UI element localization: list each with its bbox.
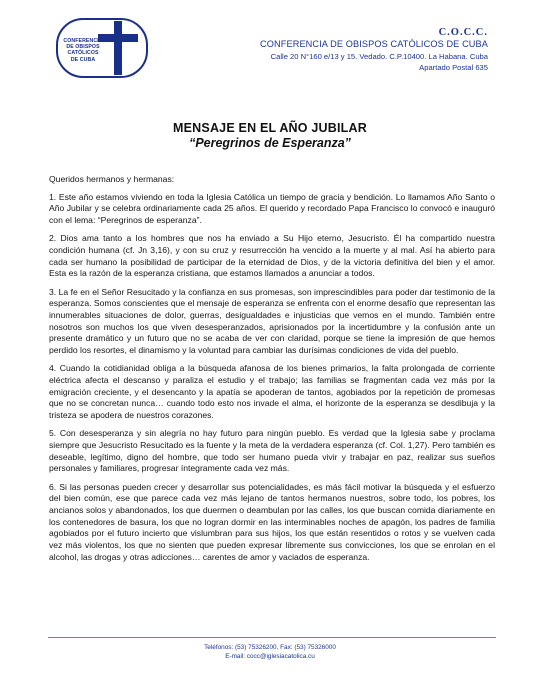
letter-body [49,174,495,570]
greeting: Queridos hermanos y hermanas: [49,174,175,184]
footer-email[interactable]: E-mail: cocc@iglesiacatolica.cu [225,653,315,660]
cocc-logo [56,18,148,78]
paragraph: 5. Con desesperanza y sin alegría no hay futuro para ningún pueblo. Es verdad que la Iglesia sabe y proclama siempre que Jesucristo Resucitado es la fuente y la meta de la verdadera esperanza (cf. Col. 1,27). Pero también es deseable, legítimo, digno del hombre, que todo ser humano pueda vivir y trabajar en paz, realizar sus sueños personales y familiares, progresar íntegramente cada vez más. [49,428,495,474]
org-address: Calle 20 N°160 e/13 y 15. Vedado. C.P.10400. La Habana. Cuba [270,52,488,61]
logo-text-line: DE CUBA [70,56,96,63]
paragraph: 4. Cuando la cotidianidad obliga a la búsqueda afanosa de los bienes primarios, la falta prolongada de corriente eléctrica afecta el descanso y paraliza el estudio y el trabajo; las familias se fragmentan cada vez más por la emigración creciente, y el desencanto y la apatía se apoderan de tantos, agobiados por la repetición de promesas que no se concretan nunca… cuando todo esto nos invade el alma, el horizonte de la esperanza se desdibuja y la tristeza se apodera de nuestros corazones. [49,363,495,421]
paragraph: 3. La fe en el Señor Resucitado y la confianza en sus promesas, son imprescindibles para poder dar testimonio de la esperanza. Somos conscientes que el mensaje de esperanza se enfrenta con el enorme desafío que representan las innumerables situaciones de dolor, guerras, desigualdades e injusticias que vemos en el mundo. También entre nosotros son muchos los que viven desesperanzados, aprisionados por la incertidumbre y la confusión ante un presente dramático y un futuro que no se acaba de ver con claridad, porque se tiene la impresión de que hemos perdido los resortes, el dinamismo y la voluntad para cambiar las durísimas condiciones de vida del pueblo. [49,286,495,356]
org-full-name: CONFERENCIA DE OBISPOS CATÓLICOS DE CUBA [260,39,488,49]
footer-divider [48,637,496,638]
logo-text-line: CONFERENCIA [63,38,103,44]
title-line-2: “Peregrinos de Esperanza” [189,136,351,150]
document-title [0,121,540,150]
paragraph: 6. Si las personas pueden crecer y desarrollar sus potencialidades, es más fácil motivar la búsqueda y el esfuerzo del bien común, ese que parece cada vez más lejano de tantos hermanos nuestros, sobre todo, los pobres, los ancianos solos y abandonados, los que duermen o deambulan por las calles, los que buscan comida diariamente en los contenedores de basura, los que no logran dormir en las interminables noches de apagón, los padres de familia agobiados por el futuro incierto que vislumbran para sus hijos, los que están resentidos o rotos y se vuelven cada vez más violentos, los que no sienten que pueden expresar libremente sus convicciones, los que se enrolan en el alcohol, las drogas y otras adicciones… carentes de amor y vaciados de esperanza. [49,481,495,562]
paragraph: 1. Este año estamos viviendo en toda la Iglesia Católica un tiempo de gracia y bendición. Lo llamamos Año Santo o Año Jubilar y se celebra ordinariamente cada 25 años. El querido y recordado Papa Francisco lo convocó e inauguró con el lema: “Peregrinos de esperanza”. [49,191,495,226]
logo-text [56,38,110,63]
org-acronym: C.O.C.C. [438,27,488,38]
org-po-box: Apartado Postal 635 [419,63,488,72]
logo-text-line: DE OBISPOS [66,44,100,51]
paragraph: 2. Dios ama tanto a los hombres que nos ha enviado a Su Hijo eterno, Jesucristo. Él ha compartido nuestra condición humana (cf. Jn 3,16), y con su cruz y resurrección ha vencido a la muerte y al mal. Así ha abierto para cada ser humano la posibilidad de participar de la eternidad de Dios, y de la victoria definitiva del bien y el amor. Esta es la razón de la esperanza cristiana, que estamos llamados a anunciar a todos. [49,233,495,279]
footer-phones: Teléfonos: (53) 75326200, Fax: (53) 75326000 [204,644,336,651]
title-line-1: MENSAJE EN EL AÑO JUBILAR [173,121,367,135]
logo-text-line: CATÓLICOS [67,50,99,57]
letterhead [260,27,488,72]
footer [0,643,540,661]
